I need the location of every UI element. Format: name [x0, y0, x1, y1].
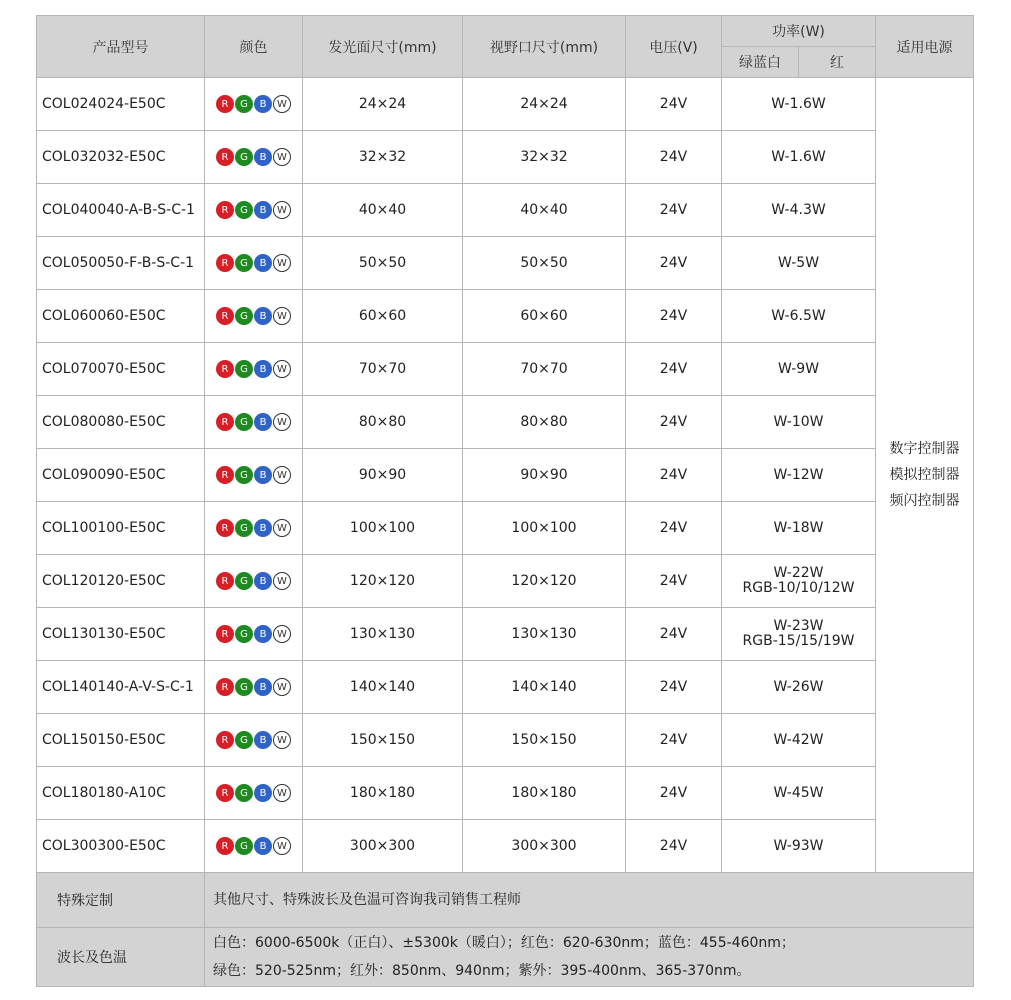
red-dot-icon: R: [216, 837, 234, 855]
power-cell: [722, 184, 876, 237]
footer-rows: [37, 873, 974, 987]
table-row: [37, 237, 974, 290]
view-size-cell: 24×24: [463, 78, 626, 131]
blue-dot-icon: B: [254, 307, 272, 325]
table-row: [37, 290, 974, 343]
voltage-cell: 24V: [626, 767, 722, 820]
power-cell: [722, 237, 876, 290]
color-dots: [216, 572, 291, 590]
white-dot-icon: W: [273, 148, 291, 166]
wavelength-line-2: 绿色：520-525nm；红外：850nm、940nm；紫外：395-400nm、365-370nm。: [213, 963, 751, 979]
color-cell: [205, 502, 303, 555]
emitting-size-cell: 300×300: [303, 820, 463, 873]
color-dots: [216, 201, 291, 219]
white-dot-icon: W: [273, 572, 291, 590]
emitting-size-cell: 130×130: [303, 608, 463, 661]
blue-dot-icon: B: [254, 413, 272, 431]
view-size-cell: 32×32: [463, 131, 626, 184]
model-cell: COL024024-E50C: [37, 78, 205, 131]
supply-item: 模拟控制器: [889, 467, 960, 483]
power-cell: [722, 343, 876, 396]
red-dot-icon: R: [216, 413, 234, 431]
voltage-cell: 24V: [626, 714, 722, 767]
color-cell: [205, 290, 303, 343]
power-cell: [722, 555, 876, 608]
model-cell: COL032032-E50C: [37, 131, 205, 184]
power-rgb-value: RGB-15/15/19W: [742, 633, 855, 649]
voltage-cell: 24V: [626, 502, 722, 555]
power-cell: [722, 820, 876, 873]
color-cell: [205, 714, 303, 767]
model-cell: COL150150-E50C: [37, 714, 205, 767]
view-size-cell: 50×50: [463, 237, 626, 290]
voltage-cell: 24V: [626, 820, 722, 873]
header-emitting-size: 发光面尺寸(mm): [303, 16, 463, 78]
green-dot-icon: G: [235, 148, 253, 166]
color-dots: [216, 678, 291, 696]
red-dot-icon: R: [216, 95, 234, 113]
power-cell: [722, 131, 876, 184]
emitting-size-cell: 100×100: [303, 502, 463, 555]
power-value: W-22W: [773, 565, 824, 581]
color-cell: [205, 396, 303, 449]
power-cell: [722, 661, 876, 714]
red-dot-icon: R: [216, 201, 234, 219]
table-row: [37, 767, 974, 820]
voltage-cell: 24V: [626, 449, 722, 502]
model-cell: COL130130-E50C: [37, 608, 205, 661]
white-dot-icon: W: [273, 466, 291, 484]
custom-text: 其他尺寸、特殊波长及色温可咨询我司销售工程师: [205, 873, 974, 928]
model-cell: COL120120-E50C: [37, 555, 205, 608]
red-dot-icon: R: [216, 148, 234, 166]
emitting-size-cell: 70×70: [303, 343, 463, 396]
green-dot-icon: G: [235, 307, 253, 325]
power-value: W-26W: [773, 678, 824, 695]
table-row: [37, 502, 974, 555]
power-cell: [722, 396, 876, 449]
color-dots: [216, 837, 291, 855]
voltage-cell: 24V: [626, 661, 722, 714]
emitting-size-cell: 40×40: [303, 184, 463, 237]
view-size-cell: 40×40: [463, 184, 626, 237]
red-dot-icon: R: [216, 254, 234, 272]
power-cell: [722, 767, 876, 820]
blue-dot-icon: B: [254, 572, 272, 590]
voltage-cell: 24V: [626, 608, 722, 661]
blue-dot-icon: B: [254, 625, 272, 643]
view-size-cell: 60×60: [463, 290, 626, 343]
power-value: W-4.3W: [771, 201, 826, 218]
voltage-cell: 24V: [626, 184, 722, 237]
white-dot-icon: W: [273, 784, 291, 802]
emitting-size-cell: 90×90: [303, 449, 463, 502]
header-model: 产品型号: [37, 16, 205, 78]
white-dot-icon: W: [273, 731, 291, 749]
voltage-cell: 24V: [626, 237, 722, 290]
emitting-size-cell: 80×80: [303, 396, 463, 449]
green-dot-icon: G: [235, 731, 253, 749]
red-dot-icon: R: [216, 360, 234, 378]
emitting-size-cell: 50×50: [303, 237, 463, 290]
color-cell: [205, 820, 303, 873]
blue-dot-icon: B: [254, 148, 272, 166]
model-cell: COL100100-E50C: [37, 502, 205, 555]
voltage-cell: 24V: [626, 396, 722, 449]
color-cell: [205, 78, 303, 131]
color-cell: [205, 608, 303, 661]
green-dot-icon: G: [235, 837, 253, 855]
supply-item: 数字控制器: [889, 441, 960, 457]
color-dots: [216, 254, 291, 272]
header-voltage: 电压(V): [626, 16, 722, 78]
green-dot-icon: G: [235, 678, 253, 696]
color-dots: [216, 466, 291, 484]
view-size-cell: 140×140: [463, 661, 626, 714]
emitting-size-cell: 150×150: [303, 714, 463, 767]
view-size-cell: 80×80: [463, 396, 626, 449]
emitting-size-cell: 120×120: [303, 555, 463, 608]
green-dot-icon: G: [235, 413, 253, 431]
voltage-cell: 24V: [626, 131, 722, 184]
green-dot-icon: G: [235, 784, 253, 802]
color-dots: [216, 148, 291, 166]
wavelength-line-1: 白色：6000-6500k（正白）、±5300k（暖白）；红色：620-630nm；蓝色：455-460nm；: [213, 935, 795, 951]
power-cell: [722, 502, 876, 555]
wavelength-row: [37, 928, 974, 987]
table-row: [37, 608, 974, 661]
power-value: W-5W: [777, 254, 820, 271]
model-cell: COL050050-F-B-S-C-1: [37, 237, 205, 290]
color-cell: [205, 555, 303, 608]
product-rows: [37, 78, 974, 873]
header-power: 功率(W): [722, 16, 876, 47]
voltage-cell: 24V: [626, 78, 722, 131]
color-dots: [216, 95, 291, 113]
power-value: W-18W: [773, 519, 824, 536]
white-dot-icon: W: [273, 625, 291, 643]
power-value: W-10W: [773, 413, 824, 430]
emitting-size-cell: 140×140: [303, 661, 463, 714]
emitting-size-cell: 60×60: [303, 290, 463, 343]
header-supply: 适用电源: [876, 16, 974, 78]
view-size-cell: 130×130: [463, 608, 626, 661]
view-size-cell: 300×300: [463, 820, 626, 873]
blue-dot-icon: B: [254, 837, 272, 855]
power-value: W-1.6W: [771, 95, 826, 112]
power-value: W-45W: [773, 784, 824, 801]
table-row: [37, 555, 974, 608]
color-cell: [205, 131, 303, 184]
power-value: W-42W: [773, 731, 824, 748]
color-dots: [216, 625, 291, 643]
power-value: W-9W: [777, 360, 820, 377]
white-dot-icon: W: [273, 254, 291, 272]
white-dot-icon: W: [273, 519, 291, 537]
voltage-cell: 24V: [626, 555, 722, 608]
white-dot-icon: W: [273, 413, 291, 431]
green-dot-icon: G: [235, 572, 253, 590]
white-dot-icon: W: [273, 201, 291, 219]
blue-dot-icon: B: [254, 466, 272, 484]
power-cell: [722, 449, 876, 502]
power-rgb-value: RGB-10/10/12W: [742, 580, 855, 596]
power-cell: [722, 608, 876, 661]
red-dot-icon: R: [216, 572, 234, 590]
power-value: W-93W: [773, 837, 824, 854]
power-value: W-6.5W: [771, 307, 826, 324]
power-value: W-23W: [773, 618, 824, 634]
red-dot-icon: R: [216, 784, 234, 802]
custom-row: [37, 873, 974, 928]
blue-dot-icon: B: [254, 784, 272, 802]
view-size-cell: 150×150: [463, 714, 626, 767]
model-cell: COL040040-A-B-S-C-1: [37, 184, 205, 237]
model-cell: COL140140-A-V-S-C-1: [37, 661, 205, 714]
blue-dot-icon: B: [254, 731, 272, 749]
color-cell: [205, 767, 303, 820]
power-cell: [722, 714, 876, 767]
view-size-cell: 70×70: [463, 343, 626, 396]
model-cell: COL080080-E50C: [37, 396, 205, 449]
blue-dot-icon: B: [254, 254, 272, 272]
wavelength-label: 波长及色温: [37, 928, 205, 987]
header-power-gbw: 绿蓝白: [722, 47, 799, 78]
table-row: [37, 131, 974, 184]
color-dots: [216, 731, 291, 749]
supply-item: 频闪控制器: [889, 493, 960, 509]
white-dot-icon: W: [273, 307, 291, 325]
red-dot-icon: R: [216, 519, 234, 537]
color-dots: [216, 307, 291, 325]
blue-dot-icon: B: [254, 95, 272, 113]
blue-dot-icon: B: [254, 201, 272, 219]
color-dots: [216, 784, 291, 802]
green-dot-icon: G: [235, 95, 253, 113]
emitting-size-cell: 24×24: [303, 78, 463, 131]
color-cell: [205, 184, 303, 237]
view-size-cell: 120×120: [463, 555, 626, 608]
header-power-red: 红: [799, 47, 876, 78]
red-dot-icon: R: [216, 731, 234, 749]
color-dots: [216, 360, 291, 378]
green-dot-icon: G: [235, 466, 253, 484]
emitting-size-cell: 32×32: [303, 131, 463, 184]
table-row: [37, 184, 974, 237]
color-cell: [205, 343, 303, 396]
white-dot-icon: W: [273, 95, 291, 113]
red-dot-icon: R: [216, 678, 234, 696]
supply-cell: [876, 78, 974, 873]
voltage-cell: 24V: [626, 290, 722, 343]
color-cell: [205, 449, 303, 502]
model-cell: COL090090-E50C: [37, 449, 205, 502]
color-cell: [205, 237, 303, 290]
table-row: [37, 449, 974, 502]
power-cell: [722, 78, 876, 131]
power-cell: [722, 290, 876, 343]
table-row: [37, 396, 974, 449]
color-cell: [205, 661, 303, 714]
model-cell: COL060060-E50C: [37, 290, 205, 343]
wavelength-text: [205, 928, 974, 987]
table-row: [37, 343, 974, 396]
blue-dot-icon: B: [254, 678, 272, 696]
table-row: [37, 820, 974, 873]
view-size-cell: 180×180: [463, 767, 626, 820]
green-dot-icon: G: [235, 625, 253, 643]
table-row: [37, 714, 974, 767]
spec-table: [36, 15, 974, 987]
red-dot-icon: R: [216, 307, 234, 325]
color-dots: [216, 519, 291, 537]
white-dot-icon: W: [273, 678, 291, 696]
blue-dot-icon: B: [254, 360, 272, 378]
custom-label: 特殊定制: [37, 873, 205, 928]
voltage-cell: 24V: [626, 343, 722, 396]
header-view-size: 视野口尺寸(mm): [463, 16, 626, 78]
white-dot-icon: W: [273, 360, 291, 378]
model-cell: COL070070-E50C: [37, 343, 205, 396]
red-dot-icon: R: [216, 466, 234, 484]
table-row: [37, 661, 974, 714]
green-dot-icon: G: [235, 519, 253, 537]
blue-dot-icon: B: [254, 519, 272, 537]
white-dot-icon: W: [273, 837, 291, 855]
table-row: [37, 78, 974, 131]
red-dot-icon: R: [216, 625, 234, 643]
green-dot-icon: G: [235, 254, 253, 272]
power-value: W-1.6W: [771, 148, 826, 165]
emitting-size-cell: 180×180: [303, 767, 463, 820]
view-size-cell: 90×90: [463, 449, 626, 502]
model-cell: COL300300-E50C: [37, 820, 205, 873]
header-color: 颜色: [205, 16, 303, 78]
color-dots: [216, 413, 291, 431]
power-value: W-12W: [773, 466, 824, 483]
model-cell: COL180180-A10C: [37, 767, 205, 820]
green-dot-icon: G: [235, 201, 253, 219]
green-dot-icon: G: [235, 360, 253, 378]
view-size-cell: 100×100: [463, 502, 626, 555]
